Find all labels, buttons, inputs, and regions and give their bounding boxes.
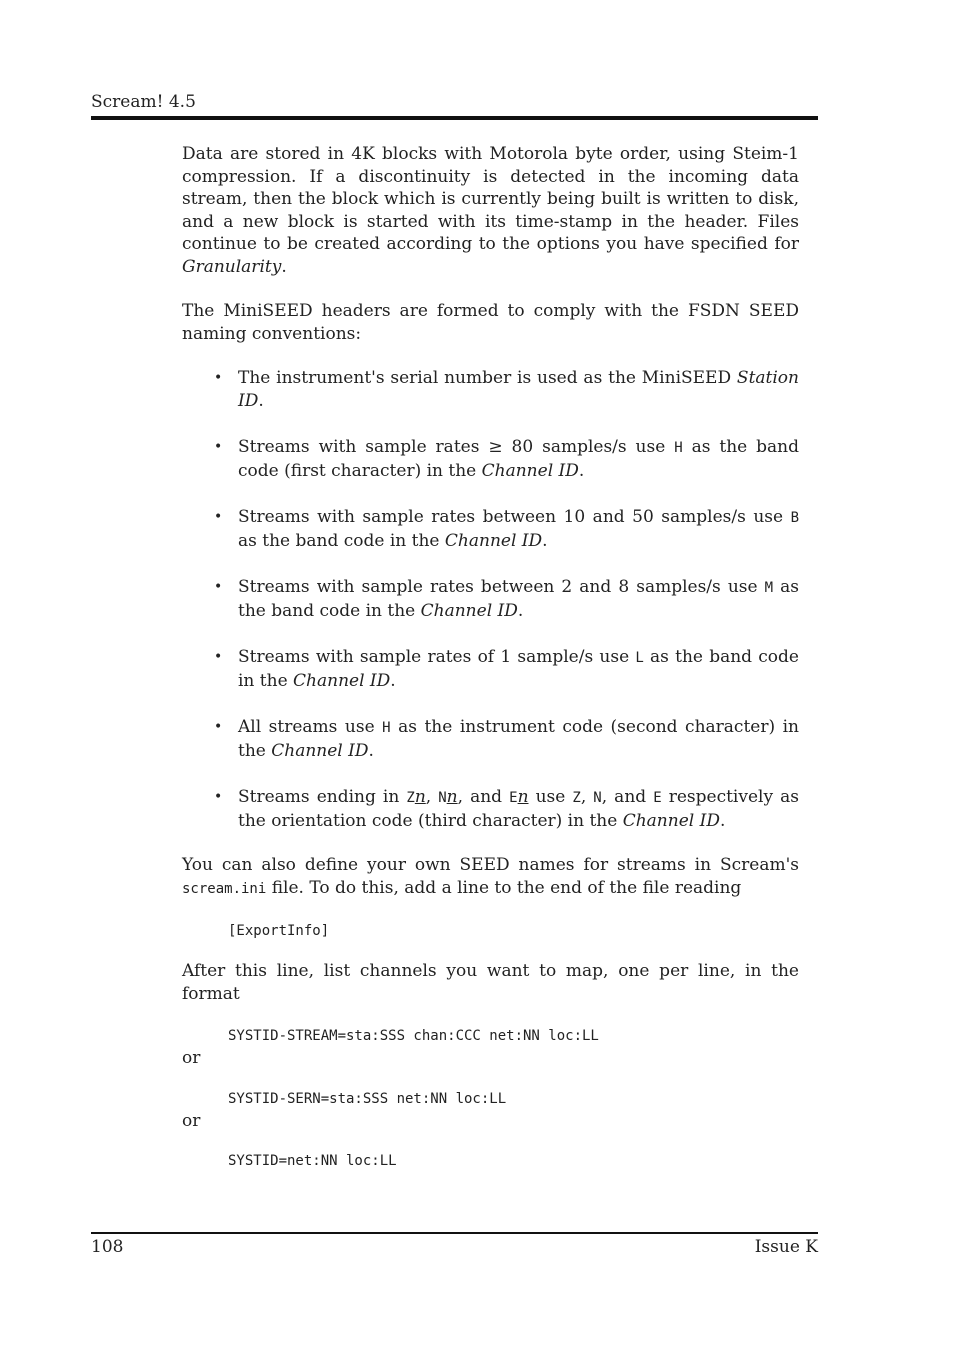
- bullet-icon: •: [214, 789, 223, 805]
- paragraph-format: After this line, list channels you want to map, one per line, in the format: [182, 961, 799, 1004]
- bullet-icon: •: [214, 370, 223, 386]
- issue-label: Issue K: [754, 1237, 818, 1257]
- code-sern-format: SYSTID-SERN=sta:SSS net:NN loc:LL: [228, 1090, 507, 1107]
- naming-list: [182, 367, 799, 832]
- page-body: [182, 143, 799, 1170]
- list-item: • The instrument's serial number is used as the MiniSEED Station ID.: [214, 368, 799, 411]
- paragraph-custom-names: You can also define your own SEED names for streams in Scream's scream.ini file. To do this, add a line to the end of the file reading: [182, 855, 799, 898]
- text-or: or: [182, 1110, 201, 1131]
- list-item: • Streams ending in Zn, Nn, and En use Z, N, and E respectively as the orientation code (third character) in the Channel ID.: [214, 787, 799, 831]
- page-number: 108: [91, 1237, 124, 1257]
- running-header: Scream! 4.5: [91, 92, 196, 112]
- list-item: • Streams with sample rates ≥ 80 samples/s use H as the band code (first character) in the Channel ID.: [214, 437, 799, 481]
- bullet-icon: •: [214, 439, 223, 455]
- list-item: • Streams with sample rates of 1 sample/s use L as the band code in the Channel ID.: [214, 647, 799, 691]
- paragraph-naming: The MiniSEED headers are formed to comply with the FSDN SEED naming conventions:: [182, 301, 799, 344]
- bullet-icon: •: [214, 579, 223, 595]
- bullet-icon: •: [214, 719, 223, 735]
- bullet-icon: •: [214, 649, 223, 665]
- paragraph-storage: Data are stored in 4K blocks with Motorola byte order, using Steim-1 compression. If a discontinuity is detected in the incoming data stream, then the block which is currently being built is written to disk, and a new block is started with its time-stamp in the header. Files continue to be created according to the options you have specified for Granularity.: [182, 144, 799, 277]
- header-rule: [91, 116, 818, 120]
- list-item: • Streams with sample rates between 10 and 50 samples/s use B as the band code in the Channel ID.: [214, 507, 799, 551]
- bullet-icon: •: [214, 509, 223, 525]
- footer-rule: [91, 1232, 818, 1234]
- list-item: • All streams use H as the instrument code (second character) in the Channel ID.: [214, 717, 799, 761]
- list-item: • Streams with sample rates between 2 and 8 samples/s use M as the band code in the Channel ID.: [214, 577, 800, 621]
- code-export-info: [ExportInfo]: [228, 923, 330, 939]
- code-stream-format: SYSTID-STREAM=sta:SSS chan:CCC net:NN loc:LL: [228, 1028, 599, 1044]
- text-or: or: [182, 1048, 201, 1068]
- code-systid-format: SYSTID=net:NN loc:LL: [228, 1153, 397, 1169]
